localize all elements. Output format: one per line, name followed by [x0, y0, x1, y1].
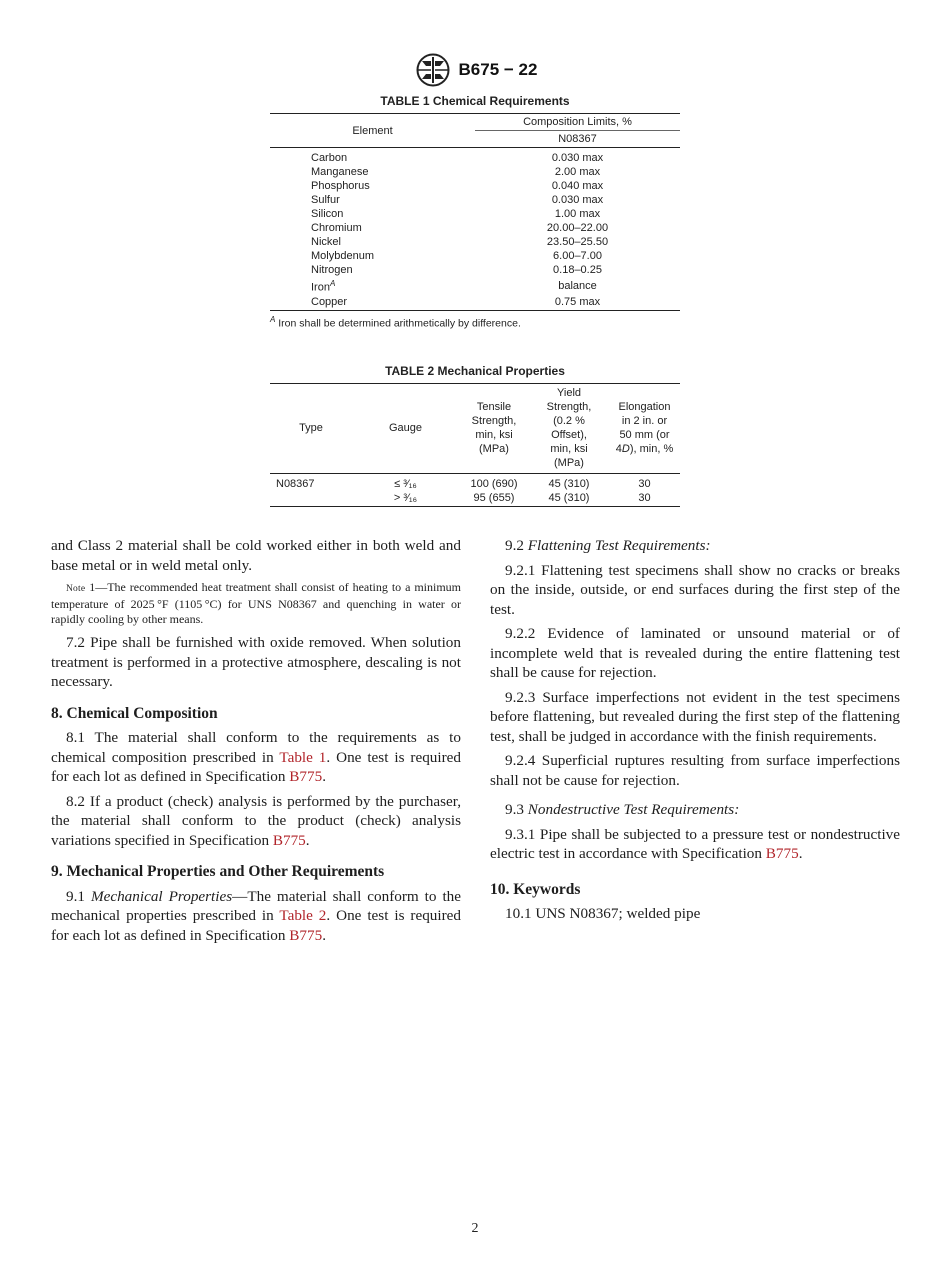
element-name: Nitrogen — [311, 264, 353, 276]
header-line: ), min, % — [629, 443, 674, 455]
table-row — [270, 249, 680, 263]
element-name: Phosphorus — [311, 180, 370, 192]
note-label: Note — [66, 584, 86, 594]
table-row — [270, 179, 680, 193]
cell-elongation: 30 — [638, 478, 651, 490]
heading-9: 9. Mechanical Properties and Other Requirements — [51, 863, 385, 880]
header-tensile — [459, 384, 529, 474]
element-name: Nickel — [311, 236, 341, 248]
table-row — [270, 491, 680, 507]
table-1-footnote — [270, 315, 680, 330]
header-yield — [529, 384, 609, 474]
header-line: 50 mm (or — [619, 429, 670, 441]
header-line: in 2 in. or — [621, 415, 668, 427]
header-line: Yield — [556, 387, 582, 399]
table-1-title: TABLE 1 Chemical Requirements — [380, 94, 570, 108]
element-value: 0.18–0.25 — [553, 264, 602, 276]
table-row — [270, 277, 680, 295]
page-header — [0, 52, 950, 88]
cell-tensile: 95 (655) — [473, 492, 515, 504]
paragraph-10-1: 10.1 UNS N08367; welded pipe — [505, 905, 701, 922]
header-line: (MPa) — [479, 443, 509, 455]
paragraph-9-2-2: 9.2.2 Evidence of laminated or unsound material or of incomplete weld that is revealed during the entire flattening test shall be cause for rejection. — [490, 625, 900, 681]
table-row — [270, 474, 680, 492]
text-span: 9.3 — [505, 801, 528, 818]
paragraph-9-3 — [490, 800, 900, 820]
element-name: Chromium — [311, 222, 362, 234]
cell-gauge: ≤ ³⁄₁₆ — [394, 478, 417, 490]
footnote-mark: A — [270, 314, 276, 324]
paragraph-9-2-1: 9.2.1 Flattening test specimens shall show no cracks or breaks on the inside, outside, or end surfaces during the first step of the test. — [490, 561, 900, 618]
element-name: Silicon — [311, 208, 344, 220]
cell-gauge: > ³⁄₁₆ — [393, 492, 418, 504]
paragraph-continuation: and Class 2 material shall be cold worked either in both weld and base metal or in weld metal only. — [51, 537, 461, 574]
page-number: 2 — [471, 1221, 479, 1236]
element-value: 1.00 max — [554, 208, 601, 220]
table-1-link[interactable]: Table 1 — [279, 748, 327, 766]
element-value: balance — [558, 279, 597, 292]
table-row — [270, 165, 680, 179]
element-name: Molybdenum — [311, 250, 374, 262]
cell-yield: 45 (310) — [548, 478, 590, 490]
paragraph-9-2-3: 9.2.3 Surface imperfections not evident in the test specimens before flattening, but revealed during the first step of the flattening test, shall be judged in accordance with the finish requirements. — [490, 688, 900, 745]
header-line: Elongation — [618, 401, 671, 413]
cell-elongation: 30 — [638, 492, 651, 504]
element-name: Sulfur — [311, 194, 340, 206]
document-code: B675 − 22 — [458, 60, 538, 79]
paragraph-8-1 — [51, 728, 461, 787]
element-name: Manganese — [311, 166, 369, 178]
header-line: Offset), — [551, 429, 587, 441]
table-row — [270, 235, 680, 249]
header-gauge: Gauge — [352, 384, 459, 474]
text-span: 9.2 — [505, 537, 528, 554]
text-span: . — [798, 845, 803, 862]
footnote-ref: A — [329, 279, 336, 288]
table-row — [270, 263, 680, 277]
header-line: (MPa) — [554, 457, 584, 469]
text-span: . One test is required for each lot as defined in Specification — [51, 907, 461, 944]
paragraph-7-2: 7.2 Pipe shall be furnished with oxide removed. When solution treatment is performed in a protective atmosphere, descaling is not necessary. — [51, 634, 461, 690]
table-1 — [270, 94, 680, 329]
element-name: Carbon — [311, 152, 348, 164]
element-value: 20.00–22.00 — [546, 222, 609, 234]
text-span: —The material shall conform to the mechanical properties prescribed in — [51, 887, 461, 924]
element-value: 2.00 max — [554, 166, 601, 178]
text-span: . — [305, 831, 310, 849]
note-text: —The recommended heat treatment shall consist of heating to a minimum temperature of 2025 °F (1105 °C) for UNS N08367 and quenching in water or rapidly cooling by other means. — [51, 580, 461, 626]
element-name-text: Iron — [311, 281, 330, 294]
element-value: 0.75 max — [554, 295, 601, 308]
text-span: . — [322, 926, 326, 944]
element-name — [270, 277, 475, 295]
text-span: 8.2 If a product (check) analysis is performed by the purchaser, the material shall conform to the product (check) analysis variations specified in Specification — [51, 792, 461, 849]
table-row — [270, 193, 680, 207]
element-name: Copper — [311, 295, 348, 308]
heading-8: 8. Chemical Composition — [51, 704, 218, 722]
header-line: min, ksi — [475, 429, 513, 441]
b775-link[interactable]: B775 — [289, 926, 323, 944]
b775-link[interactable]: B775 — [289, 768, 323, 785]
text-span: 8.1 The material shall conform to the requirements as to chemical composition prescribed in — [51, 729, 461, 766]
header-uns: N08367 — [475, 131, 680, 148]
element-value: 0.040 max — [551, 180, 604, 192]
table-row — [270, 295, 680, 311]
footnote-text: Iron shall be determined arithmetically by difference. — [275, 317, 521, 330]
header-line: 4 — [615, 443, 622, 455]
italic-span: Flattening Test Requirements: — [527, 537, 711, 554]
header-line: min, ksi — [550, 443, 588, 455]
header-elongation — [609, 384, 680, 474]
heading-10: 10. Keywords — [490, 880, 581, 898]
text-span: . One test is required for each lot as defined in Specification — [51, 748, 461, 785]
cell-type — [270, 491, 352, 507]
table-row — [270, 148, 680, 166]
paragraph-9-2-4: 9.2.4 Superficial ruptures resulting from surface imperfections shall not be cause for rejection. — [490, 752, 900, 789]
text-span: 9.1 — [66, 887, 91, 905]
cell-yield: 45 (310) — [548, 492, 590, 504]
header-composition: Composition Limits, % — [475, 114, 680, 131]
italic-span: Nondestructive Test Requirements: — [527, 801, 740, 818]
header-type: Type — [270, 384, 352, 474]
b775-link[interactable]: B775 — [765, 845, 799, 862]
right-column — [490, 536, 900, 929]
cell-type: N08367 — [276, 478, 315, 490]
table-row — [270, 221, 680, 235]
table-2-link[interactable]: Table 2 — [279, 907, 327, 924]
paragraph-9-2 — [490, 536, 900, 556]
paragraph-8-2 — [51, 792, 461, 851]
b775-link[interactable]: B775 — [272, 831, 306, 849]
header-line: Strength, — [471, 415, 517, 427]
italic-span: Mechanical Properties — [90, 887, 233, 905]
paragraph-9-1 — [51, 887, 461, 946]
paragraph-9-3-1 — [490, 825, 900, 864]
element-value: 0.030 max — [551, 152, 604, 164]
header-line: Strength, — [546, 401, 592, 413]
element-value: 0.030 max — [551, 194, 604, 206]
table-2 — [270, 364, 680, 507]
left-column — [51, 536, 461, 950]
header-line: Tensile — [476, 401, 512, 413]
note-number: 1 — [85, 580, 96, 594]
cell-tensile: 100 (690) — [470, 478, 518, 490]
text-span: . — [322, 768, 326, 785]
header-element: Element — [270, 114, 475, 148]
table-2-title: TABLE 2 Mechanical Properties — [385, 364, 565, 378]
note-1 — [51, 580, 461, 627]
header-italic: D — [621, 443, 630, 455]
table-row — [270, 207, 680, 221]
header-line: (0.2 % — [553, 415, 585, 427]
element-value: 23.50–25.50 — [546, 236, 609, 248]
text-span: 9.3.1 Pipe shall be subjected to a pressure test or nondestructive electric test in accordance with Specification — [490, 825, 900, 862]
astm-logo-icon — [413, 52, 453, 88]
element-value: 6.00–7.00 — [553, 250, 602, 262]
